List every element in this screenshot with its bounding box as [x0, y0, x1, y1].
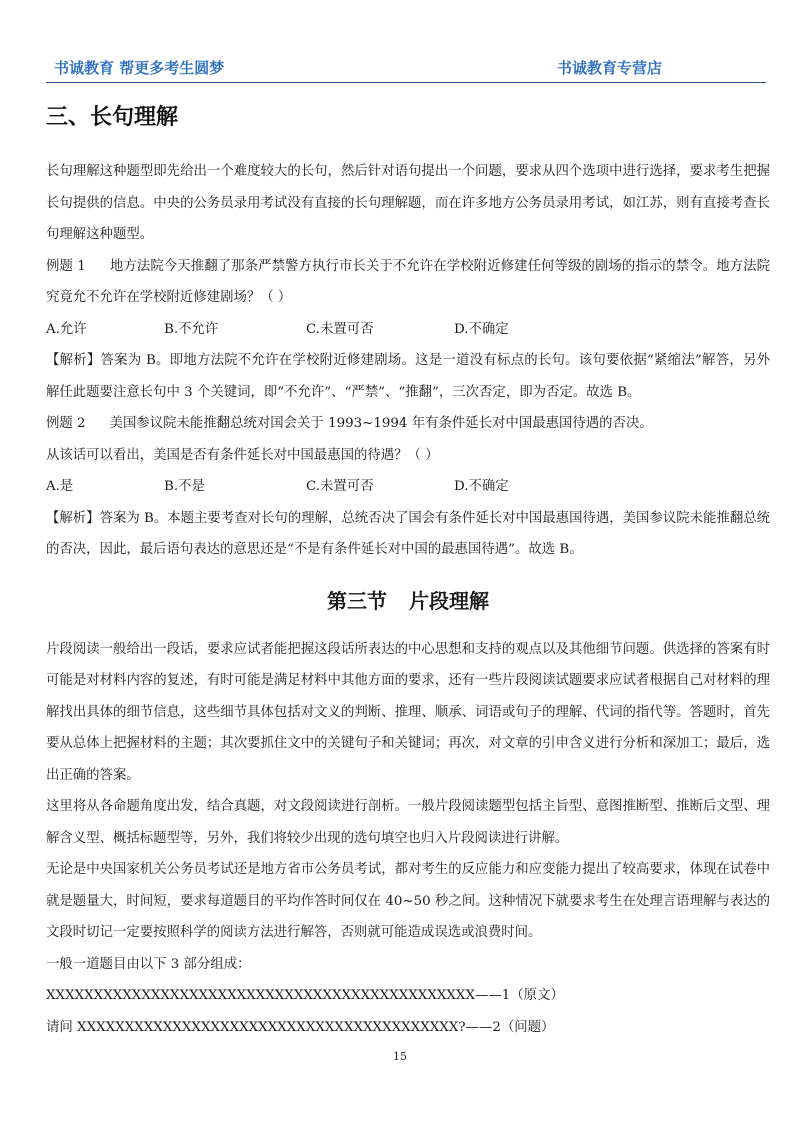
document-body [46, 156, 770, 1043]
option-c: C.未置可否 [306, 479, 374, 494]
body-paragraph: 一般一道题目由以下 3 部分组成： [46, 956, 251, 972]
example-2-label: 例题 2 [46, 416, 86, 431]
body-paragraph: 片段阅读一般给出一段话，要求应试者能把握这段话所表达的中心思想和支持的观点以及其他细节问题。供选择的答案有时可能是对材料内容的复述，有时可能是满足材料中其他方面的要求，还有一些片段阅读试题要求应试者根据自己对材料的理解找出具体的细节信息，这些细节具体包括对文义的判断、推理、顺承、词语或句子的理解、代词的指代等。答题时，首先要从总体上把握材料的主题；其次要抓住文中的关键句子和关键词；再次，对文章的引申含义进行分析和深加工；最后，选出正确的答案。 [46, 641, 770, 783]
example-1-label: 例题 1 [46, 258, 86, 274]
example-2-options [46, 471, 770, 503]
chapter-number: 第三节 [327, 588, 387, 613]
page-header [46, 58, 766, 83]
analysis-text: 答案为 B。本题主要考查对长句的理解，总统否决了国会有条件延长对中国最惠国待遇，美国参议院未能推翻总统的否决，因此，最后语句表达的意思还是“不是有条件延长对中国的最惠国待遇”。故选 B。 [46, 510, 770, 557]
header-store-name: 书诚教育专营店 [556, 59, 662, 77]
analysis-label: 【解析】 [46, 510, 100, 526]
section-title: 三、长句理解 [46, 105, 179, 130]
option-d: D.不确定 [454, 479, 509, 494]
page-number: 15 [393, 1050, 407, 1063]
structure-line-original: XXXXXXXXXXXXXXXXXXXXXXXXXXXXXXXXXXXXXXXXXXXXX——1（原文） [46, 988, 564, 1003]
example-1-text: 地方法院今天推翻了那条严禁警方执行市长关于不允许在学校附近修建任何等级的剧场的指示的禁令。地方法院究竟允不允许在学校附近修建剧场？（ ） [46, 258, 770, 305]
option-a: A.是 [46, 479, 74, 494]
example-2-text: 美国参议院未能推翻总统对国会关于 1993~1994 年有条件延长对中国最惠国待遇的否决。 [109, 416, 653, 431]
option-b: B.不允许 [164, 321, 219, 337]
chapter-title [46, 586, 770, 616]
example-2-subquestion: 从该话可以看出，美国是否有条件延长对中国最惠国的待遇？（ ） [46, 447, 439, 463]
option-b: B.不是 [164, 479, 205, 494]
analysis-text: 答案为 B。即地方法院不允许在学校附近修建剧场。这是一道没有标点的长句。该句要依据“紧缩法”解答，另外解任此题要注意长句中 3 个关键词，即“不允许”、“严禁”、“推翻”，三次否定，即为否定。故选 B。 [46, 353, 770, 400]
structure-line-question: 请问 XXXXXXXXXXXXXXXXXXXXXXXXXXXXXXXXXXXXXXXX?——2（问题） [46, 1019, 555, 1035]
example-2-analysis [46, 503, 770, 566]
option-d: D.不确定 [454, 321, 509, 337]
header-brand-slogan: 书诚教育 帮更多考生圆梦 [54, 59, 225, 77]
body-paragraph: 这里将从各命题角度出发，结合真题，对文段阅读进行剖析。一般片段阅读题型包括主旨型、意图推断型、推断后文型、理解含义型、概括标题型等，另外，我们将较少出现的选句填空也归入片段阅读进行讲解。 [46, 799, 770, 846]
example-2-question [46, 408, 770, 440]
option-a: A.允许 [46, 321, 87, 337]
analysis-label: 【解析】 [46, 353, 101, 368]
example-1-question [46, 251, 770, 314]
example-1-options [46, 314, 770, 346]
body-paragraph: 无论是中央国家机关公务员考试还是地方省市公务员考试，都对考生的反应能力和应变能力提出了较高要求，体现在试卷中就是题量大，时间短，要求每道题目的平均作答时间仅在 40~50 秒之间。这种情况下就要求考生在处理言语理解与表达的文段时切记一定要按照科学的阅读方法进行解答，否则就可能造成误选或浪费时间。 [46, 862, 770, 940]
option-c: C.未置可否 [306, 321, 374, 337]
chapter-name: 片段理解 [409, 588, 489, 613]
intro-paragraph: 长句理解这种题型即先给出一个难度较大的长句，然后针对语句提出一个问题，要求从四个选项中进行选择，要求考生把握长句提供的信息。中央的公务员录用考试没有直接的长句理解题，而在许多地方公务员录用考试，如江苏，则有直接考查长句理解这种题型。 [46, 164, 770, 242]
example-1-analysis [46, 345, 770, 408]
